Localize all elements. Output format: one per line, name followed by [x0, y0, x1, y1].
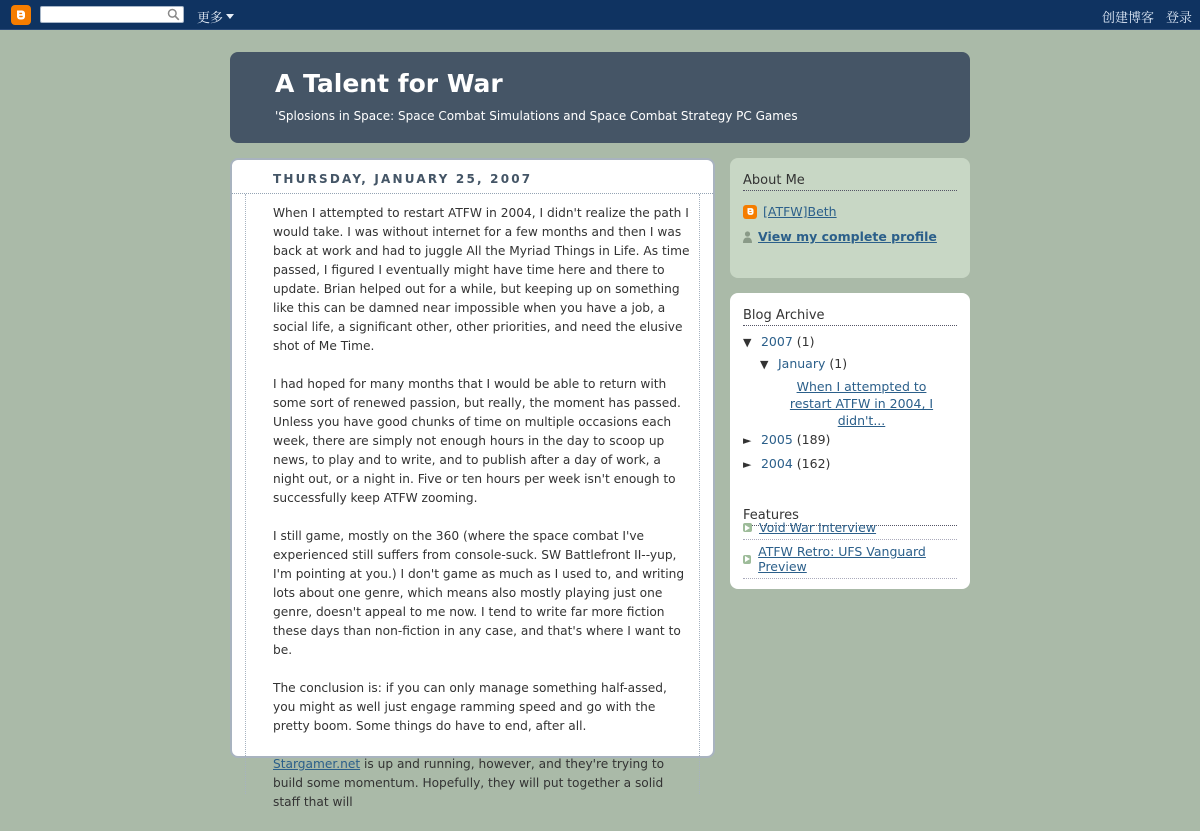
expand-down-icon[interactable]: ▼	[760, 358, 769, 371]
archive-month-january[interactable]	[760, 356, 847, 371]
archive-count: (1)	[796, 334, 815, 349]
stargamer-link[interactable]: Stargamer.net	[273, 757, 361, 771]
archive-post-link[interactable]: When I attempted to restart ATFW in 2004, I didn't...	[789, 379, 934, 428]
create-blog-link[interactable]: 创建博客	[1101, 11, 1154, 26]
blogger-logo-icon[interactable]	[11, 5, 31, 25]
archive-month-link[interactable]: January	[777, 356, 826, 371]
feature-link[interactable]: ATFW Retro: UFS Vanguard Preview	[758, 544, 926, 574]
search-input[interactable]	[41, 11, 161, 26]
profile-name-link[interactable]: [ATFW]Beth	[763, 204, 837, 219]
post-paragraph-text: is up and running, however, and they're trying to build some momentum. Hopefully, they will put together a solid staff that will	[273, 757, 665, 809]
features-list-item[interactable]	[743, 544, 957, 579]
archive-count: (162)	[796, 456, 831, 471]
search-box[interactable]	[40, 6, 184, 23]
post-paragraph: I had hoped for many months that I would be able to return with some sort of renewed passion, but really, the moment has passed. Unless you have good chunks of time on multiple occasions each week, there are simply not enough hours in the day to scoop up news, to play and to write, and to publish after a day of work, a night out, or a night in. Five or ten hours per week isn't enough to successfully keep ATFW zooming.	[273, 377, 681, 505]
blog-description: 'Splosions in Space: Space Combat Simulations and Space Combat Strategy PC Games	[275, 109, 798, 123]
expand-down-icon[interactable]: ▼	[743, 336, 752, 349]
post-body	[273, 204, 691, 831]
post-paragraph: I still game, mostly on the 360 (where the space combat I've experienced still suffers from console-suck. SW Battlefront II--yup, I'm pointing at you.) I don't game as much as I used to, and writing lots about one genre, which means also mostly playing just one genre, doesn't appeal to me now. I tend to write far more fiction these days than non-fiction in any case, and that's where I want to be.	[273, 529, 685, 657]
post-border-left	[245, 194, 246, 794]
post-paragraph: The conclusion is: if you can only manage something half-assed, you might as well just engage ramming speed and go with the pretty boom. Some things do have to end, after all.	[273, 681, 667, 733]
archive-post-item	[774, 378, 949, 429]
bullet-arrow-icon	[743, 523, 752, 532]
archive-year-2007[interactable]	[743, 334, 815, 349]
blog-title[interactable]: A Talent for War	[275, 69, 503, 98]
blogger-profile-icon	[743, 205, 757, 219]
more-menu-label: 更多	[197, 11, 224, 26]
blog-header	[230, 52, 970, 143]
login-link[interactable]: 登录	[1165, 11, 1192, 26]
archive-count: (1)	[829, 356, 848, 371]
archive-year-2004[interactable]	[743, 456, 830, 471]
blog-archive-title: Blog Archive	[743, 308, 957, 326]
archive-year-link[interactable]: 2005	[760, 432, 793, 447]
archive-count: (189)	[796, 432, 831, 447]
expand-right-icon[interactable]: ►	[743, 458, 752, 471]
user-icon	[743, 231, 752, 243]
archive-year-link[interactable]: 2007	[760, 334, 793, 349]
archive-year-link[interactable]: 2004	[760, 456, 793, 471]
date-divider	[232, 193, 713, 194]
feature-link[interactable]: Void War Interview	[759, 520, 877, 535]
post-paragraph: When I attempted to restart ATFW in 2004, I didn't realize the path I would take. I was without internet for a few months and then I was back at work and had to juggle All the Myriad Things in Life. As time passed, I figured I eventually might have time here and there to update. Brian helped out for a while, but keeping up on something like this can be damned near impossible when you have a job, a social life, a significant other, other priorities, and need the elusive shot of Me Time.	[273, 206, 690, 353]
about-me-title: About Me	[743, 173, 957, 191]
post-paragraph	[273, 755, 691, 812]
blog-archive-widget	[730, 293, 970, 589]
post-border-right	[699, 194, 700, 794]
view-profile-link[interactable]: View my complete profile	[758, 229, 937, 244]
dropdown-arrow-icon	[226, 14, 234, 20]
bullet-arrow-icon	[743, 555, 751, 564]
blogger-navbar	[0, 0, 1200, 30]
about-me-widget	[730, 158, 970, 278]
archive-year-2005[interactable]	[743, 432, 830, 447]
main-column	[230, 158, 715, 809]
post-date: THURSDAY, JANUARY 25, 2007	[273, 172, 533, 186]
expand-right-icon[interactable]: ►	[743, 434, 752, 447]
features-title: Features	[743, 508, 957, 526]
features-list-item[interactable]	[743, 520, 957, 540]
search-icon[interactable]	[167, 8, 180, 21]
more-menu-button[interactable]	[197, 7, 234, 26]
